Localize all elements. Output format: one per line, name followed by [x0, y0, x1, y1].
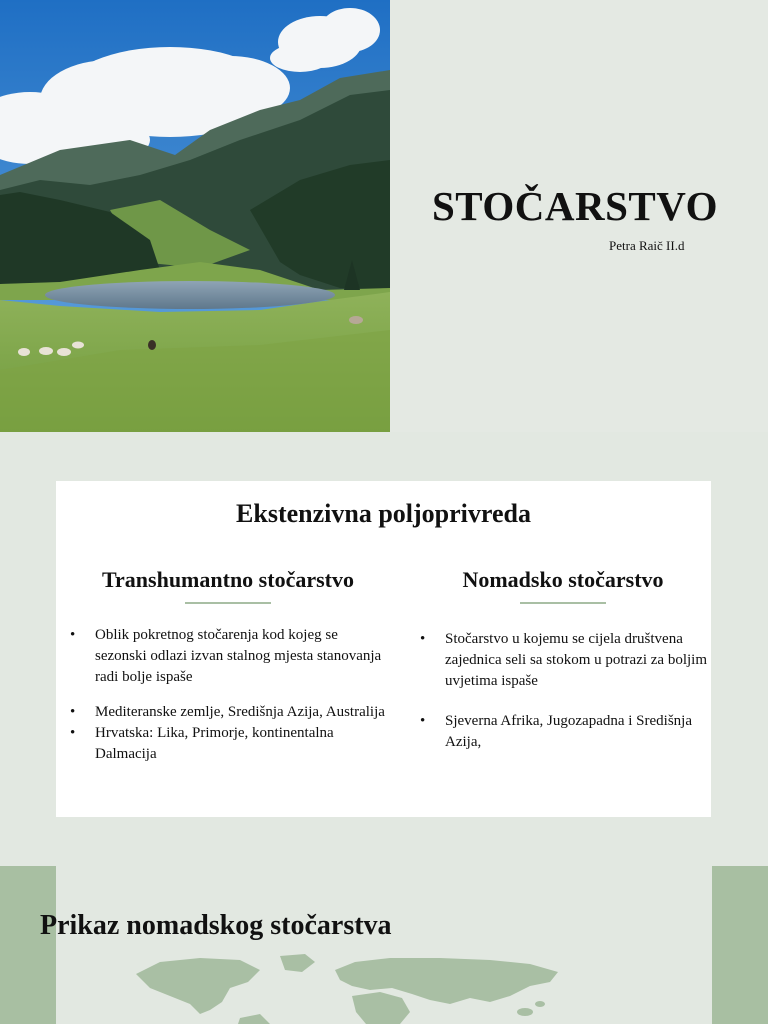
bullet-text: Hrvatska: Lika, Primorje, kontinentalna Dalmacija	[95, 725, 334, 762]
title-slide	[0, 0, 768, 432]
bullet-list	[68, 625, 388, 765]
accent-band-left	[0, 866, 56, 1024]
bullet-icon: •	[420, 631, 426, 647]
author-name: Petra Raič II.d	[609, 238, 685, 253]
list-item	[418, 711, 708, 753]
bullet-icon: •	[70, 627, 76, 643]
world-map	[130, 952, 570, 1024]
map-slide	[0, 866, 768, 1024]
column-title: Nomadsko stočarstvo	[462, 567, 664, 592]
column-divider	[520, 602, 606, 604]
presentation-title: STOČARSTVO	[432, 183, 718, 229]
landscape-photo	[0, 0, 390, 432]
bullet-text: Oblik pokretnog stočarenja kod kojeg se sezonski odlazi izvan stalnog mjesta stanovanja radi bolje ispaše	[95, 627, 382, 685]
bullet-icon: •	[70, 725, 76, 741]
column-divider	[185, 602, 271, 604]
slide-title: Prikaz nomadskog stočarstva	[40, 910, 392, 941]
accent-band-right	[712, 866, 768, 1024]
transhumance-column	[68, 567, 388, 765]
list-item	[68, 723, 388, 765]
content-card	[56, 481, 711, 817]
bullet-icon: •	[70, 704, 76, 720]
slide-heading: Ekstenzivna poljoprivreda	[236, 499, 531, 528]
column-title: Transhumantno stočarstvo	[101, 567, 354, 592]
list-item	[418, 629, 708, 692]
bullet-text: Mediteranske zemlje, Središnja Azija, Australija	[95, 704, 385, 720]
list-item	[68, 702, 388, 723]
list-item	[68, 625, 388, 688]
bullet-text: Stočarstvo u kojemu se cijela društvena zajednica seli sa stokom u potrazi za boljim uvjetima ispaše	[445, 631, 708, 689]
nomadic-column	[418, 567, 708, 753]
bullet-icon: •	[420, 713, 426, 729]
content-slide	[0, 434, 768, 864]
bullet-text: Sjeverna Afrika, Jugozapadna i Središnja Azija,	[445, 713, 693, 750]
bullet-list	[418, 629, 708, 753]
